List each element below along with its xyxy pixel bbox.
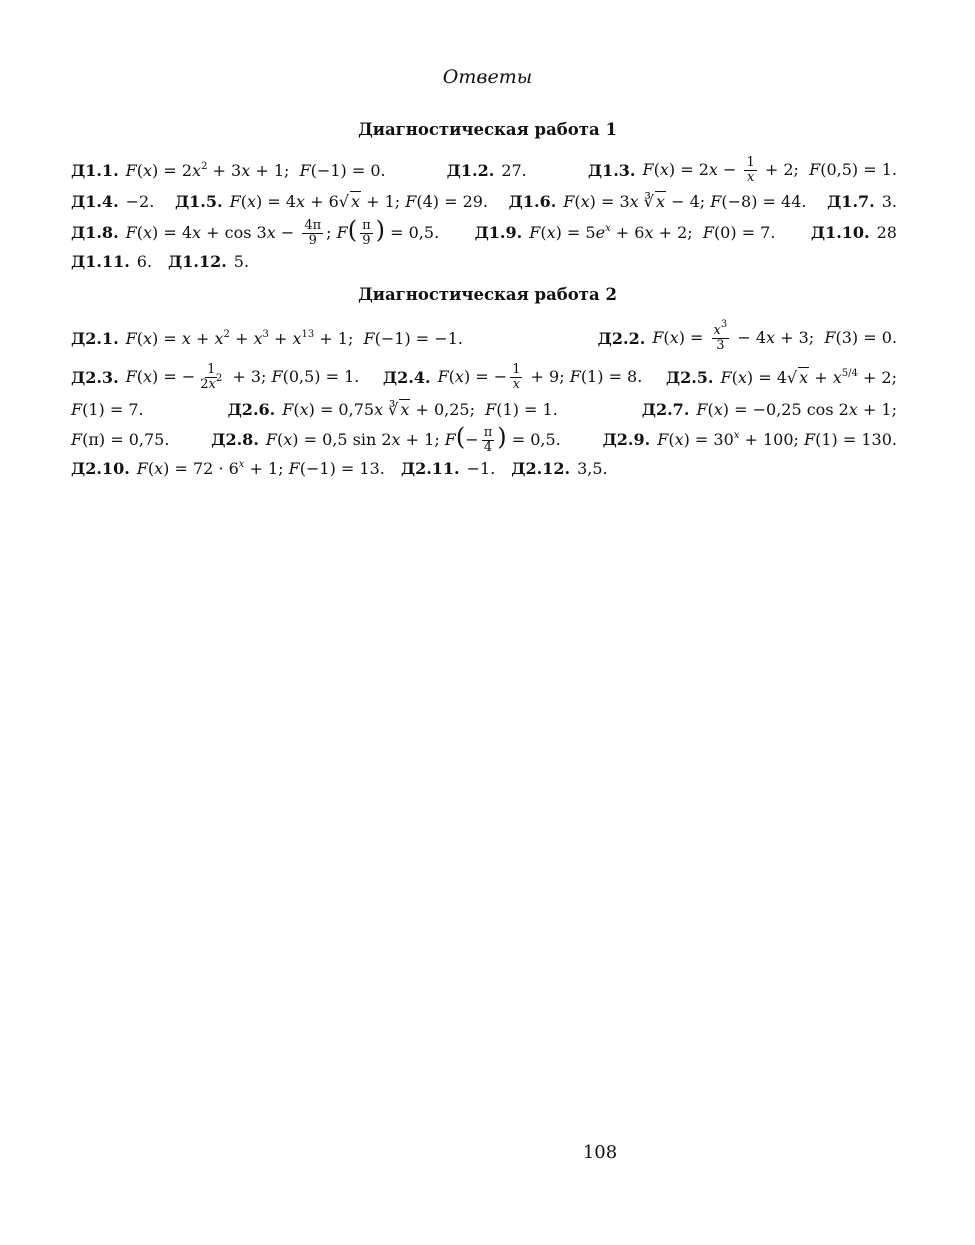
answer-formula: $F(x) = 30^x + 100$; F(1) = 130. bbox=[657, 429, 897, 449]
answer-d1-11 bbox=[71, 252, 152, 271]
section-2-line-2 bbox=[71, 358, 897, 396]
answer-label: Д2.11. bbox=[400, 458, 460, 478]
answer-d1-3 bbox=[588, 156, 897, 185]
answer-label: Д1.1. bbox=[71, 160, 119, 180]
answer-formula: F(x) = 3x ∛ x − 4; F(−8) = 44. bbox=[563, 191, 807, 211]
answer-formula: F(π) = 0,75. bbox=[71, 429, 170, 449]
answer-d2-3 bbox=[71, 363, 359, 392]
answer-d1-9 bbox=[475, 223, 776, 242]
section-2-line-4 bbox=[71, 420, 897, 458]
section-1-line-4 bbox=[71, 249, 897, 273]
section-2-line-3 bbox=[71, 396, 897, 422]
answer-d2-1 bbox=[71, 329, 463, 348]
answer-formula: F(x) = 4√ $x + x^{5/4} + 2$; bbox=[720, 367, 897, 387]
answer-value: 6. bbox=[136, 251, 153, 271]
answer-value: 3,5. bbox=[577, 458, 608, 478]
section-2-line-5 bbox=[71, 456, 897, 480]
answer-d1-1 bbox=[71, 161, 386, 180]
answer-formula: F(x) = − $\frac{1}{2x^2}$ + 3; F(0,5) = 1. bbox=[125, 361, 360, 392]
answer-label: Д2.9. bbox=[602, 429, 651, 449]
answer-label: Д2.3. bbox=[71, 367, 119, 387]
answer-label: Д2.10. bbox=[71, 458, 130, 478]
answer-formula: F(1) = 7. bbox=[71, 399, 144, 419]
answer-formula: F(x) = $\frac{x^3}{3}$ − 4x + 3; F(3) = 0. bbox=[652, 318, 897, 353]
answer-label: Д2.2. bbox=[597, 328, 646, 348]
answer-value: 5. bbox=[233, 251, 250, 271]
answer-value: 28 bbox=[876, 222, 897, 242]
answer-label: Д2.4. bbox=[382, 367, 431, 387]
answer-label: Д2.1. bbox=[71, 328, 119, 348]
answer-d2-6 bbox=[228, 400, 558, 419]
answer-value: 3. bbox=[881, 191, 897, 211]
answer-label: Д1.6. bbox=[508, 191, 557, 211]
section-2-line-1 bbox=[71, 318, 897, 358]
answer-d2-5 bbox=[666, 368, 897, 387]
answer-label: Д2.7. bbox=[641, 399, 690, 419]
answer-formula: F(x) = − $\frac{1}{x}$ + 9; F(1) = 8. bbox=[437, 361, 643, 392]
answer-value: −1. bbox=[466, 458, 496, 478]
answer-label: Д1.3. bbox=[587, 160, 636, 180]
answer-d2-11 bbox=[401, 459, 495, 478]
answer-label: Д2.12. bbox=[511, 458, 571, 478]
answer-d1-4 bbox=[71, 192, 154, 211]
answer-d1-7 bbox=[827, 192, 897, 211]
answer-label: Д1.2. bbox=[446, 160, 495, 180]
section-2-title: Диагностическая работа 2 bbox=[358, 285, 617, 304]
answer-formula: $F(x) = 72 \cdot 6^x + 1$; F(−1) = 13. bbox=[136, 458, 385, 478]
answer-d2-7-cont bbox=[71, 430, 169, 449]
answer-d2-10 bbox=[71, 459, 385, 478]
answer-label: Д2.6. bbox=[227, 399, 276, 419]
answer-formula: F(x) = 4x + 6√ x + 1; F(4) = 29. bbox=[229, 191, 489, 211]
answer-d1-6 bbox=[509, 192, 807, 211]
section-1-line-3 bbox=[71, 213, 897, 251]
section-1-line-1 bbox=[71, 152, 897, 188]
answer-label: Д1.4. bbox=[71, 191, 119, 211]
answer-value: 27. bbox=[501, 160, 527, 180]
answer-label: Д2.8. bbox=[211, 429, 259, 449]
answer-label: Д1.10. bbox=[810, 222, 870, 242]
answer-d1-2 bbox=[447, 161, 527, 180]
answer-d1-5 bbox=[175, 192, 488, 211]
answer-label: Д1.12. bbox=[168, 251, 227, 271]
answer-formula: $F(x) = 2x^2 + 3x + 1$; F(−1) = 0. bbox=[125, 160, 386, 180]
answer-d1-8 bbox=[71, 216, 439, 248]
answer-d1-12 bbox=[168, 252, 249, 271]
answer-label: Д1.11. bbox=[71, 251, 130, 271]
page-number: 108 bbox=[582, 1142, 618, 1163]
answer-d2-4 bbox=[383, 363, 642, 392]
answer-value: −2. bbox=[125, 191, 155, 211]
answer-d1-10 bbox=[811, 223, 897, 242]
section-1-line-2 bbox=[71, 189, 897, 213]
answer-d2-8 bbox=[211, 423, 560, 455]
answer-d2-12 bbox=[511, 459, 607, 478]
answer-d2-7 bbox=[642, 400, 897, 419]
answer-formula: $F(x) = 5e^x + 6x + 2$; F(0) = 7. bbox=[529, 222, 776, 242]
answer-d2-5-cont bbox=[71, 400, 144, 419]
running-title: Ответы bbox=[442, 66, 533, 88]
answer-formula: F(x) = 0,5 sin 2x + 1; F(− $\frac{\pi}{4}$ ) = 0,5. bbox=[265, 423, 561, 455]
answer-label: Д2.5. bbox=[665, 367, 714, 387]
answer-formula: F(x) = 0,75x ∛ x + 0,25; F(1) = 1. bbox=[282, 399, 558, 419]
answer-formula: F(x) = 2x − $\frac{1}{x}$ + 2; F(0,5) = 1. bbox=[642, 154, 897, 185]
answer-formula: F(x) = 4x + cos 3x − $\frac{4\pi}{9}$ ; F( $\frac{\pi}{9}$ ) = 0,5. bbox=[125, 216, 440, 248]
answer-label: Д1.9. bbox=[474, 222, 523, 242]
section-1-title: Диагностическая работа 1 bbox=[358, 120, 617, 139]
answer-d2-2 bbox=[597, 318, 897, 353]
answer-formula: F(x) = −0,25 cos 2x + 1; bbox=[696, 399, 897, 419]
answer-label: Д1.5. bbox=[174, 191, 223, 211]
answer-formula: $F(x) = x + x^2 + x^3 + x^{13} + 1$; F(−1) = −1. bbox=[125, 328, 463, 348]
answer-d2-9 bbox=[603, 430, 897, 449]
answer-label: Д1.7. bbox=[827, 191, 875, 211]
answer-label: Д1.8. bbox=[71, 222, 119, 242]
